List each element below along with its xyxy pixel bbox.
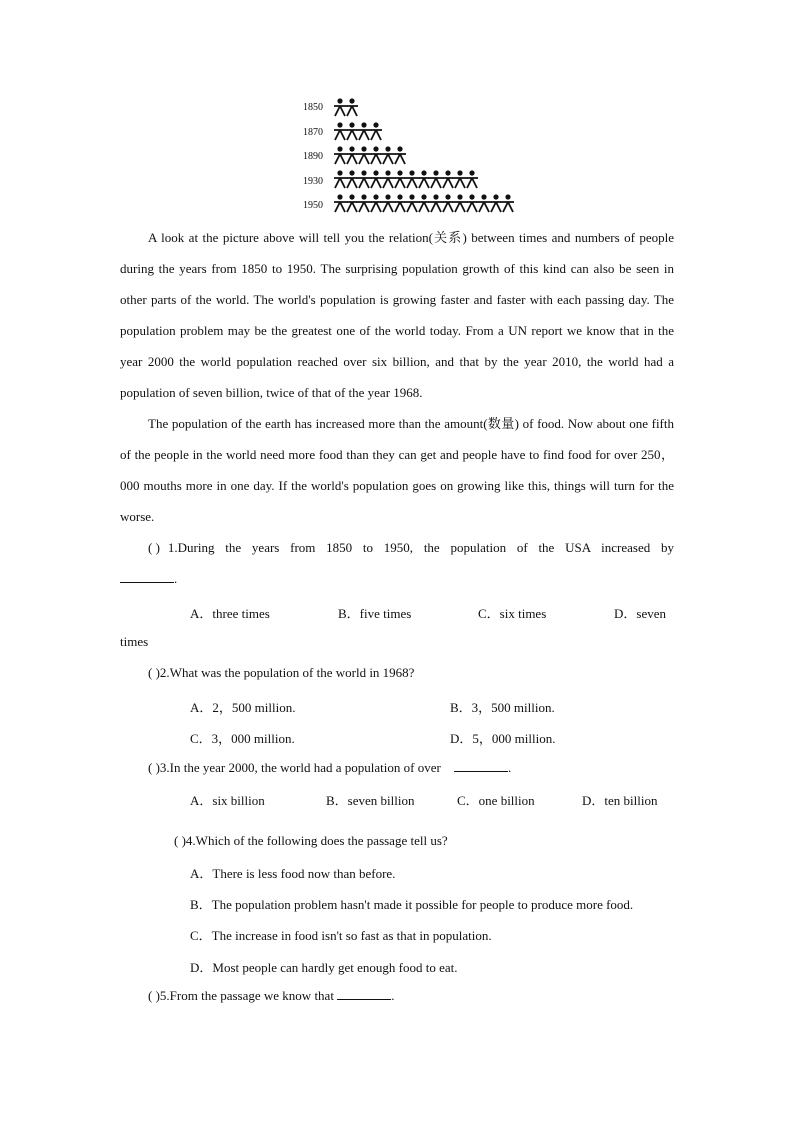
person-icon — [418, 170, 430, 188]
person-icon — [370, 146, 382, 164]
people-row-1870 — [334, 122, 382, 140]
question-4 — [174, 833, 448, 849]
year-label-1950: 1950 — [303, 200, 323, 211]
person-icon — [334, 194, 346, 212]
person-icon — [382, 146, 394, 164]
person-icon — [394, 194, 406, 212]
people-row-1930 — [334, 170, 478, 188]
person-icon — [430, 170, 442, 188]
person-icon — [346, 98, 358, 116]
person-icon — [370, 170, 382, 188]
person-icon — [406, 194, 418, 212]
people-row-1890 — [334, 146, 406, 164]
person-icon — [358, 170, 370, 188]
people-icons — [334, 96, 524, 220]
person-icon — [382, 194, 394, 212]
q1-option-a[interactable]: A．three times — [190, 606, 270, 621]
q4-option-a[interactable]: A．There is less food now than before. — [190, 866, 396, 881]
people-row-1850 — [334, 98, 358, 116]
person-icon — [478, 194, 490, 212]
person-icon — [430, 194, 442, 212]
year-label-1930: 1930 — [303, 176, 323, 187]
question-1-blank-line: . — [120, 571, 177, 587]
q2-option-d[interactable]: D．5，000 million. — [450, 731, 556, 746]
question-2 — [148, 665, 414, 681]
question-4-stem: 4.Which of the following does the passage tell us? — [185, 833, 448, 848]
person-icon — [406, 170, 418, 188]
person-icon — [454, 194, 466, 212]
q4-option-b[interactable]: B．The population problem hasn't made it possible for people to produce more food. — [190, 897, 634, 912]
answer-blank-1[interactable] — [120, 571, 174, 583]
q1-option-d[interactable]: D．seven — [614, 606, 666, 621]
person-icon — [370, 194, 382, 212]
question-5: ( )5.From the passage we know that . — [148, 988, 395, 1003]
q1-option-b[interactable]: B．five times — [338, 606, 412, 621]
answer-blank-5[interactable] — [337, 988, 391, 1000]
year-label-1890: 1890 — [303, 151, 323, 162]
person-icon — [490, 194, 502, 212]
question-2-stem: 2.What was the population of the world in 1968? — [159, 665, 415, 680]
year-label-1850: 1850 — [303, 102, 323, 113]
answer-paren-4[interactable]: ( ) — [174, 833, 186, 848]
question-1-stem: 1.During the years from 1850 to 1950, the population of the USA increased by — [167, 540, 674, 555]
person-icon — [358, 122, 370, 140]
q2-option-b[interactable]: B．3，500 million. — [450, 700, 555, 715]
person-icon — [394, 146, 406, 164]
q1-option-d-wrap: times — [120, 634, 149, 649]
answer-paren-1[interactable]: ( ) — [148, 540, 160, 555]
q4-option-c[interactable]: C．The increase in food isn't so fast as that in population. — [190, 928, 492, 943]
person-icon — [382, 170, 394, 188]
person-icon — [466, 194, 478, 212]
person-icon — [334, 122, 346, 140]
person-icon — [346, 194, 358, 212]
person-icon — [346, 122, 358, 140]
year-label-1870: 1870 — [303, 127, 323, 138]
q4-option-d[interactable]: D．Most people can hardly get enough food to eat. — [190, 960, 458, 975]
q1-option-c[interactable]: C．six times — [478, 606, 547, 621]
question-1 — [148, 540, 674, 556]
person-icon — [502, 194, 514, 212]
question-5-stem: 5.From the passage we know that — [159, 988, 334, 1003]
person-icon — [358, 146, 370, 164]
answer-paren-5[interactable]: ( ) — [148, 988, 160, 1003]
person-icon — [418, 194, 430, 212]
person-icon — [454, 170, 466, 188]
q3-option-d[interactable]: D．ten billion — [582, 793, 658, 808]
question-3-stem: 3.In the year 2000, the world had a population of over — [159, 760, 441, 775]
person-icon — [334, 146, 346, 164]
person-icon — [394, 170, 406, 188]
person-icon — [370, 122, 382, 140]
question-3: ( )3.In the year 2000, the world had a population of over . — [148, 760, 512, 775]
population-pictograph — [300, 96, 530, 220]
person-icon — [442, 194, 454, 212]
person-icon — [466, 170, 478, 188]
person-icon — [442, 170, 454, 188]
person-icon — [346, 146, 358, 164]
passage-paragraph-2: The population of the earth has increased more than the amount(数量) of food. Now about one fifth of the people in the world need more food than they can get and people have to find food for over 250，000 mouths more in one day. If the world's population goes on growing like this, things will turn for the worse. — [120, 416, 674, 524]
person-icon — [346, 170, 358, 188]
person-icon — [358, 194, 370, 212]
people-row-1950 — [334, 194, 514, 212]
q3-option-c[interactable]: C．one billion — [457, 793, 535, 808]
q3-option-b[interactable]: B．seven billion — [326, 793, 415, 808]
person-icon — [334, 98, 346, 116]
q3-option-a[interactable]: A．six billion — [190, 793, 265, 808]
answer-paren-3[interactable]: ( ) — [148, 760, 160, 775]
q2-option-a[interactable]: A．2，500 million. — [190, 700, 296, 715]
answer-paren-2[interactable]: ( ) — [148, 665, 160, 680]
q2-option-c[interactable]: C．3，000 million. — [190, 731, 295, 746]
answer-blank-3[interactable] — [454, 760, 508, 772]
passage-paragraph-1: A look at the picture above will tell you the relation(关系) between times and numbers of people during the years from 1850 to 1950. The surprising population growth of this kind can also be seen in other parts of the world. The world's population is growing faster and faster with each passing day. The population problem may be the greatest one of the world today. From a UN report we know that in the year 2000 the world population reached over six billion, and that by the year 2010, the world had a population of seven billion, twice of that of the year 1968. — [120, 230, 674, 400]
person-icon — [334, 170, 346, 188]
